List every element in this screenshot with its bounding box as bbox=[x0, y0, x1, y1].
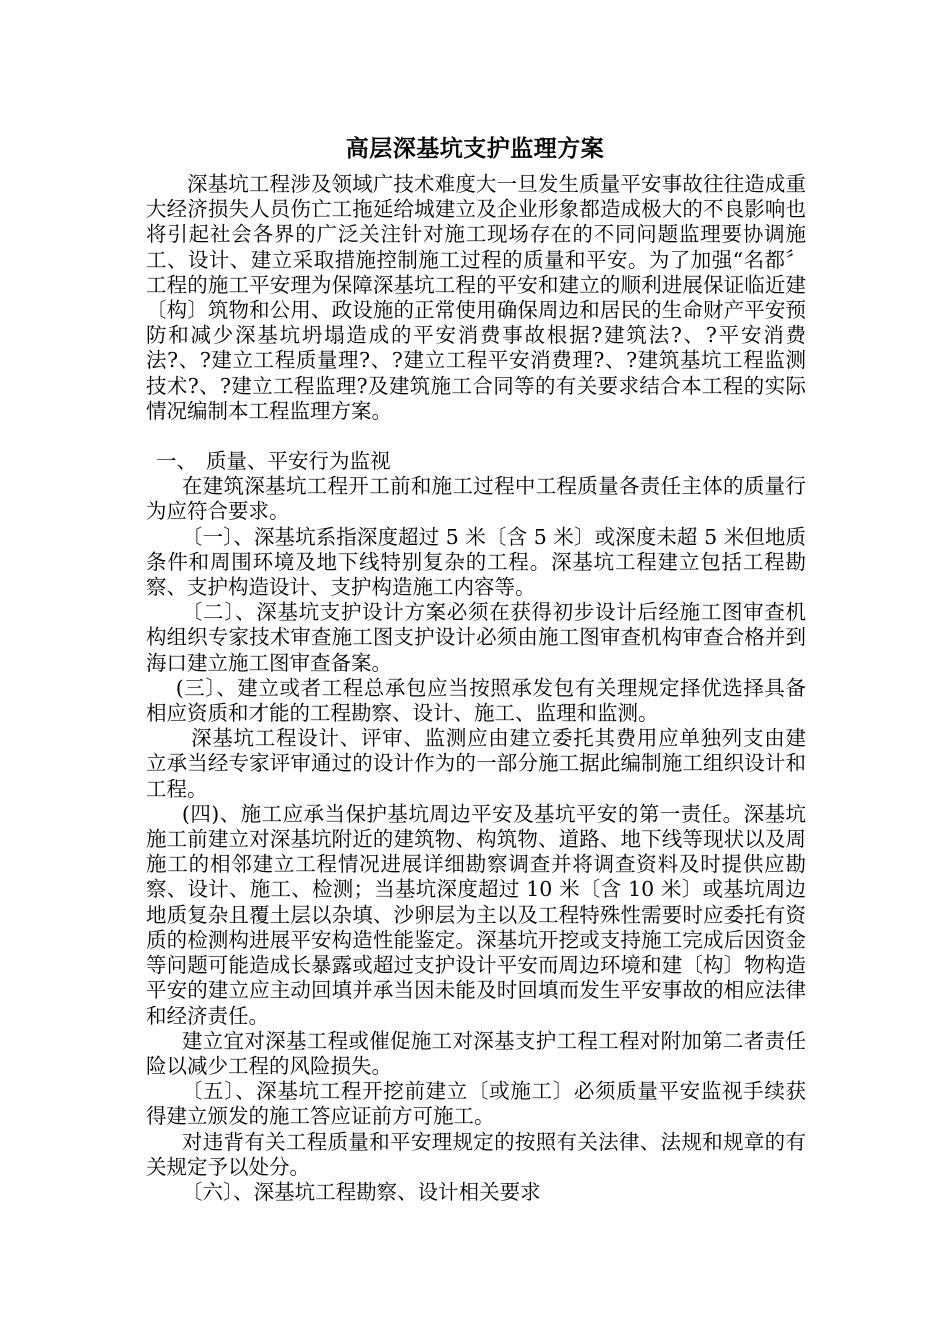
section-title: 质量、平安行为监视 bbox=[206, 449, 391, 474]
document-title: 高层深基坑支护监理方案 bbox=[345, 136, 605, 162]
paragraph: (四)、施工应承当保护基坑周边平安及基坑平安的第一责任。深基坑施工前建立对深基坑附近的建筑物、构筑物、道路、地下线等现状以及周施工的相邻建立工程情况进展详细勘察调查并将调查资料及时提供应勘察、设计、施工、检测；当基坑深度超过 10 米〔含 10 米〕或基坑周边地质复杂且覆土层以杂填、沙卵层为主以及工程特殊性需要时应委托有资质的检测构进展平安构造性能鉴定。深基坑开挖或支持施工完成后因资金等问题可能造成长暴露或超过支护设计平安而周边环境和建〔构〕物构造平安的建立应主动回填并承当因未能及时回填而发生平安事故的相应法律和经济责任。 bbox=[146, 801, 806, 1028]
paragraph: 〔六〕、深基坑工程勘察、设计相关要求 bbox=[181, 1179, 541, 1204]
paragraph: 对违背有关工程质量和平安理规定的按照有关法律、法规和规章的有关规定予以处分。 bbox=[146, 1129, 806, 1179]
paragraph-spacer bbox=[146, 424, 806, 449]
paragraph: (三〕、建立或者工程总承包应当按照承发包有关理规定择优选择具备相应资质和才能的工程勘察、设计、施工、监理和监测。 bbox=[146, 675, 806, 726]
paragraph: 〔一〕、深基坑系指深度超过 5 米〔含 5 米〕或深度未超 5 米但地质条件和周围环境及地下线特别复杂的工程。深基坑工程建立包括工程勘察、支护构造设计、支护构造施工内容等。 bbox=[146, 524, 806, 600]
paragraph: 〔五〕、深基坑工程开挖前建立〔或施工〕必须质量平安监视手续获得建立颁发的施工答应证前方可施工。 bbox=[146, 1079, 806, 1129]
document-body bbox=[146, 172, 806, 1205]
paragraph: 在建筑深基坑工程开工前和施工过程中工程质量各责任主体的质量行为应符合要求。 bbox=[146, 474, 806, 524]
intro-paragraph: 深基坑工程涉及领域广技术难度大一旦发生质量平安事故往往造成重大经济损失人员伤亡工拖延给城建立及企业形象都造成极大的不良影响也将引起社会各界的广泛关注针对施工现场存在的不同问题监理要协调施工、设计、建立采取措施控制施工过程的质量和平安。为了加强“名都〞工程的施工平安理为保障深基坑工程的平安和建立的顺利进展保证临近建〔构〕筑物和公用、政设施的正常使用确保周边和居民的生命财产平安预防和减少深基坑坍塌造成的平安消费事故根据?建筑法?、?平安消费法?、?建立工程质量理?、?建立工程平安消费理?、?建筑基坑工程监测技术?、?建立工程监理?及建筑施工合同等的有关要求结合本工程的实际情况编制本工程监理方案。 bbox=[146, 172, 806, 423]
section-number: 一、 bbox=[156, 449, 197, 474]
paragraph: 建立宜对深基工程或催促施工对深基支护工程工程对附加第二者责任险以减少工程的风险损失。 bbox=[146, 1028, 806, 1078]
paragraph: 深基坑工程设计、评审、监测应由建立委托其费用应单独列支由建立承当经专家评审通过的设计作为的一部分施工据此编制施工组织设计和工程。 bbox=[146, 726, 806, 801]
section-heading bbox=[146, 449, 806, 474]
paragraph: 〔二〕、深基坑支护设计方案必须在获得初步设计后经施工图审查机构组织专家技术审查施工图支护设计必须由施工图审查机构审查合格并到海口建立施工图审查备案。 bbox=[146, 600, 806, 675]
